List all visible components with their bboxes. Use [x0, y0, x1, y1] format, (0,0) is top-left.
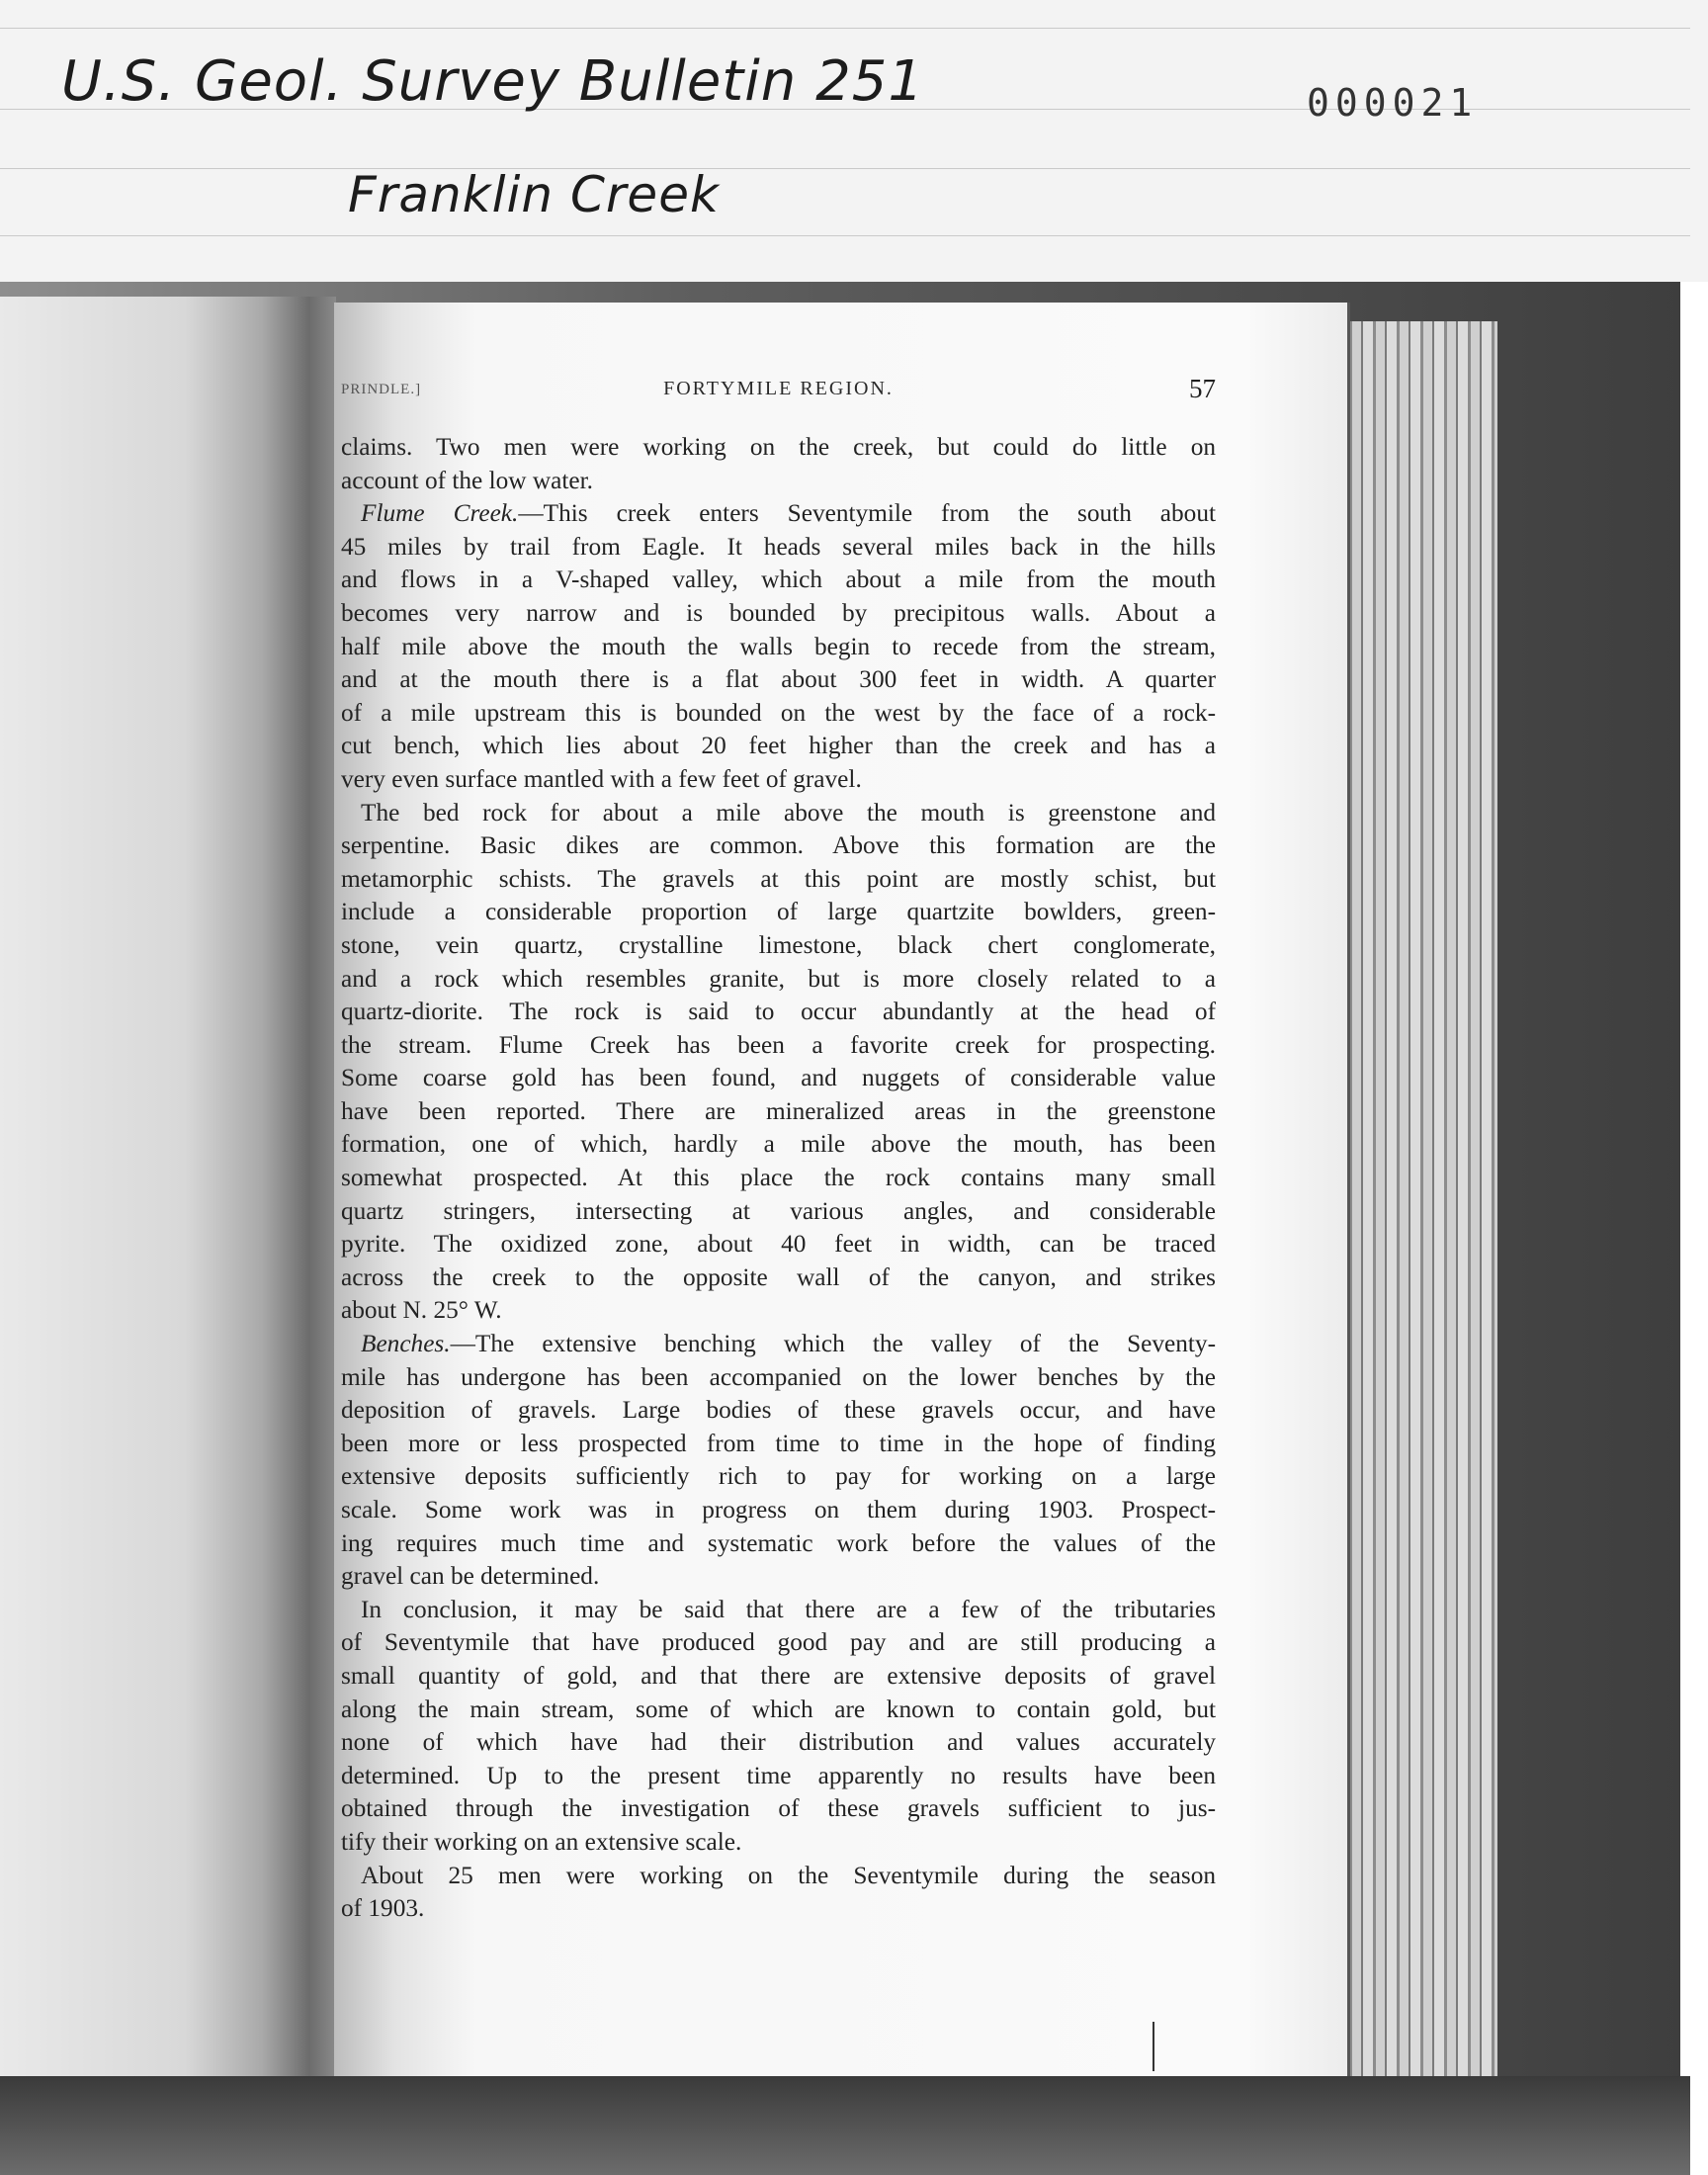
label-strip [0, 0, 1708, 284]
line-text: been more or less prospected from time to time in the hope of finding [341, 1429, 1216, 1457]
text-line [341, 1361, 1216, 1395]
text-line [341, 631, 1216, 664]
text-line [341, 896, 1216, 929]
text-line [341, 863, 1216, 897]
text-line [341, 1262, 1216, 1295]
line-text: of 1903. [341, 1894, 425, 1923]
text-line [341, 531, 1216, 565]
text-line [341, 1460, 1216, 1494]
line-text: mile has undergone has been accompanied on the lower benches by the [341, 1362, 1216, 1391]
header-title: FORTYMILE REGION. [663, 378, 894, 399]
line-text: serpentine. Basic dikes are common. Above this formation are the [341, 831, 1216, 860]
line-text: quartz stringers, intersecting at various angles, and considerable [341, 1196, 1216, 1225]
line-text: have been reported. There are mineralized areas in the greenstone [341, 1096, 1216, 1125]
line-text: very even surface mantled with a few feet of gravel. [341, 764, 862, 793]
line-text: —This creek enters Seventymile from the south about [518, 499, 1216, 528]
text-line [341, 1860, 1216, 1893]
line-text: cut bench, which lies about 20 feet higher than the creek and has a [341, 732, 1216, 760]
text-line [341, 1826, 1216, 1860]
line-text: obtained through the investigation of these gravels sufficient to jus- [341, 1794, 1216, 1823]
text-line [341, 730, 1216, 763]
text-line [341, 431, 1216, 465]
page-edge-stack [1339, 321, 1497, 2091]
text-line [341, 1095, 1216, 1129]
text-line [341, 929, 1216, 963]
text-line [341, 1394, 1216, 1428]
text-line [341, 1294, 1216, 1328]
line-text: include a considerable proportion of large quartzite bowlders, green- [341, 898, 1216, 926]
strip-rule [0, 168, 1690, 169]
line-text: pyrite. The oxidized zone, about 40 feet in width, can be traced [341, 1230, 1216, 1259]
bottom-shadow [0, 2076, 1690, 2175]
header-author: PRINDLE.] [341, 382, 422, 397]
text-line [341, 1892, 1216, 1926]
text-line [341, 1328, 1216, 1361]
text-line [341, 1128, 1216, 1162]
line-text: account of the low water. [341, 466, 593, 494]
text-line [341, 1527, 1216, 1561]
line-text: gravel can be determined. [341, 1562, 600, 1591]
line-text: and a rock which resembles granite, but is more closely related to a [341, 964, 1216, 993]
line-text: determined. Up to the present time apparently no results have been [341, 1761, 1216, 1789]
text-line [341, 497, 1216, 531]
line-text: and flows in a V-shaped valley, which about a mile from the mouth [341, 566, 1216, 594]
line-text: formation, one of which, hardly a mile above the mouth, has been [341, 1130, 1216, 1159]
text-line [341, 963, 1216, 997]
text-line [341, 763, 1216, 797]
strip-rule [0, 235, 1690, 236]
line-text: of Seventymile that have produced good pay and are still producing a [341, 1628, 1216, 1657]
handwritten-subtitle: Franklin Creek [348, 166, 720, 223]
text-line [341, 1062, 1216, 1095]
line-text: 45 miles by trail from Eagle. It heads several miles back in the hills [341, 532, 1216, 561]
running-header [341, 374, 1216, 413]
line-text: along the main stream, some of which are known to contain gold, but [341, 1695, 1216, 1723]
text-line [341, 697, 1216, 731]
text-line [341, 829, 1216, 863]
text-line [341, 663, 1216, 697]
section-heading: Benches. [361, 1330, 451, 1358]
text-line [341, 1195, 1216, 1229]
scan-margin [1680, 282, 1708, 2175]
text-line [341, 1726, 1216, 1760]
text-line [341, 1594, 1216, 1627]
line-text: somewhat prospected. At this place the rock contains many small [341, 1164, 1216, 1192]
text-line [341, 1694, 1216, 1727]
line-text: deposition of gravels. Large bodies of these gravels occur, and have [341, 1396, 1216, 1425]
line-text: becomes very narrow and is bounded by precipitous walls. About a [341, 598, 1216, 627]
line-text: none of which have had their distribution and values accurately [341, 1728, 1216, 1757]
text-line [341, 1760, 1216, 1793]
page-number: 57 [1189, 374, 1216, 403]
left-page [0, 297, 336, 2081]
text-line [341, 465, 1216, 498]
strip-rule [0, 28, 1690, 29]
section-heading: Flume Creek. [361, 499, 519, 528]
handwritten-title: U.S. Geol. Survey Bulletin 251 [61, 49, 924, 114]
text-line [341, 1428, 1216, 1461]
text-line [341, 1029, 1216, 1063]
text-line [341, 1494, 1216, 1527]
line-text: Some coarse gold has been found, and nuggets of considerable value [341, 1064, 1216, 1092]
text-line [341, 564, 1216, 597]
text-line [341, 1228, 1216, 1262]
text-line [341, 1660, 1216, 1694]
line-text: ing requires much time and systematic work before the values of the [341, 1528, 1216, 1557]
text-line [341, 1162, 1216, 1195]
line-text: small quantity of gold, and that there are extensive deposits of gravel [341, 1661, 1216, 1690]
text-line [341, 996, 1216, 1029]
line-text: of a mile upstream this is bounded on the west by the face of a rock- [341, 698, 1216, 727]
text-line [341, 1560, 1216, 1594]
line-text: —The extensive benching which the valley of the Seventy- [450, 1330, 1216, 1358]
margin-mark [1153, 2022, 1154, 2071]
line-text: About 25 men were working on the Seventymile during the season [361, 1861, 1216, 1889]
line-text: metamorphic schists. The gravels at this point are mostly schist, but [341, 864, 1216, 893]
line-text: quartz-diorite. The rock is said to occur abundantly at the head of [341, 998, 1216, 1026]
line-text: and at the mouth there is a flat about 300 feet in width. A quarter [341, 665, 1216, 694]
text-line [341, 597, 1216, 631]
line-text: about N. 25° W. [341, 1296, 502, 1325]
line-text: extensive deposits sufficiently rich to pay for working on a large [341, 1462, 1216, 1491]
line-text: The bed rock for about a mile above the mouth is greenstone and [361, 798, 1216, 826]
document-number: 000021 [1307, 81, 1479, 125]
line-text: half mile above the mouth the walls begin to recede from the stream, [341, 632, 1216, 660]
line-text: across the creek to the opposite wall of the canyon, and strikes [341, 1262, 1216, 1291]
line-text: tify their working on an extensive scale. [341, 1827, 742, 1856]
text-line [341, 797, 1216, 830]
text-line [341, 1626, 1216, 1660]
line-text: claims. Two men were working on the creek, but could do little on [341, 433, 1216, 461]
line-text: stone, vein quartz, crystalline limestone, black chert conglomerate, [341, 930, 1216, 959]
line-text: the stream. Flume Creek has been a favorite creek for prospecting. [341, 1030, 1216, 1059]
body-text [341, 431, 1216, 1926]
text-line [341, 1792, 1216, 1826]
line-text: scale. Some work was in progress on them during 1903. Prospect- [341, 1496, 1216, 1523]
line-text: In conclusion, it may be said that there are a few of the tributaries [361, 1595, 1216, 1623]
